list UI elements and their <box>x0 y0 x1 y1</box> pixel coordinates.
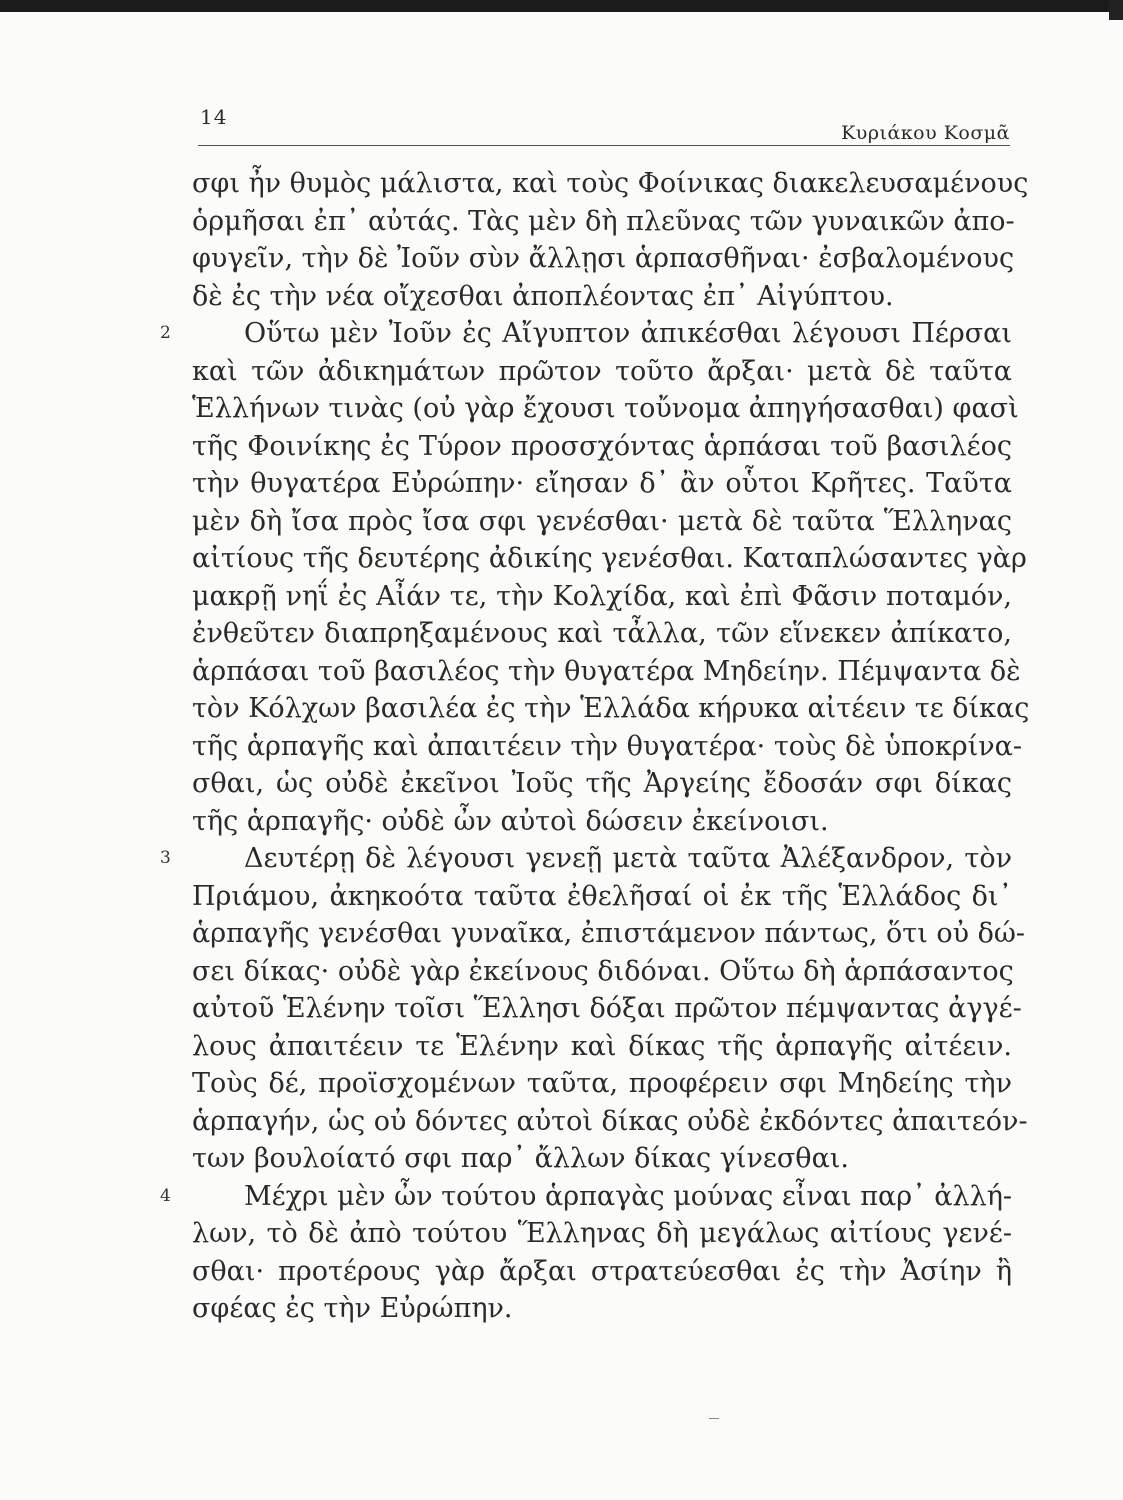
text-line: μακρῇ νηΐ ἐς Αἶάν τε, τὴν Κολχίδα, καὶ ἐπὶ Φᾶσιν ποταμόν, <box>192 580 1012 612</box>
text-line: τῆς ἁρπαγῆς καὶ ἀπαιτέειν τὴν θυγατέρα· τοὺς δὲ ὑποκρίνα- <box>192 730 1022 762</box>
paragraph-2 <box>160 315 1030 840</box>
text-line: αἰτίους τῆς δευτέρης ἀδικίης γενέσθαι. Καταπλώσαντες γὰρ <box>192 543 1027 574</box>
text-line: λους ἀπαιτέειν τε Ἑλένην καὶ δίκας τῆς ἁρπαγῆς αἰτέειν. <box>192 1030 1012 1062</box>
text-body <box>160 165 1030 1328</box>
paragraph-3 <box>160 840 1028 1178</box>
text-line: τὴν θυγατέρα Εὐρώπην· εἴησαν δ᾽ ἂν οὗτοι Κρῆτες. Ταῦτα <box>192 468 1012 499</box>
text-line: ἁρπαγήν, ὡς οὐ δόντες αὐτοὶ δίκας οὐδὲ ἐκδόντες ἀπαιτεόν- <box>192 1105 1028 1137</box>
text-line: 4 Μέχρι μὲν ὦν τούτου ἁρπαγὰς μούνας εἶναι παρ᾽ ἀλλή- <box>192 1178 1012 1216</box>
text-line: ἁρπαγῆς γενέσθαι γυναῖκα, ἐπιστάμενον πάντως, ὅτι οὐ δώ- <box>192 918 1026 949</box>
text-line: ἁρπάσαι τοῦ βασιλέος τὴν θυγατέρα Μηδείην. Πέμψαντα δὲ <box>192 655 1021 687</box>
scan-edge-corner <box>1109 0 1123 20</box>
text-line: μὲν δὴ ἴσα πρὸς ἴσα σφι γενέσθαι· μετὰ δὲ ταῦτα Ἕλληνας <box>192 505 1012 537</box>
text-line: Πριάμου, ἀκηκοότα ταῦτα ἐθελῆσαί οἱ ἐκ τῆς Ἑλλάδος δι᾽ <box>192 880 1012 912</box>
text-line: των βουλοίατό σφι παρ᾽ ἄλλων δίκας γίνεσθαι. <box>192 1143 849 1174</box>
text-line: Τοὺς δέ, προϊσχομένων ταῦτα, προφέρειν σφι Μηδείης τὴν <box>192 1068 1012 1099</box>
paragraph-4 <box>160 1178 1012 1328</box>
paragraph-1 <box>192 165 1029 315</box>
header-rule <box>198 145 1010 146</box>
text-line: ἐνθεῦτεν διαπρηξαμένους καὶ τἆλλα, τῶν εἵνεκεν ἀπίκατο, <box>192 618 1012 649</box>
text-line: 2 Οὕτω μὲν Ἰοῦν ἐς Αἴγυπτον ἀπικέσθαι λέγουσι Πέρσαι <box>192 315 1012 353</box>
text-line: σθαι· προτέρους γὰρ ἄρξαι στρατεύεσθαι ἐς τὴν Ἀσίην ἢ <box>192 1255 1012 1287</box>
text-line: Ἑλλήνων τινὰς (οὐ γὰρ ἔχουσι τοὔνομα ἀπηγήσασθαι) φασὶ <box>192 393 1019 424</box>
scan-mark <box>709 1418 719 1419</box>
scan-edge-top <box>0 0 1123 12</box>
text-line: φυγεῖν, τὴν δὲ Ἰοῦν σὺν ἄλλῃσι ἁρπασθῆναι· ἐσβαλομένους <box>192 243 1015 274</box>
running-head: Κυριάκου Κοσμᾶ <box>841 122 1010 144</box>
text-line: σφι ἦν θυμὸς μάλιστα, καὶ τοὺς Φοίνικας διακελευσαμένους <box>192 168 1029 199</box>
text-line: λων, τὸ δὲ ἀπὸ τούτου Ἕλληνας δὴ μεγάλως αἰτίους γενέ- <box>192 1218 1012 1249</box>
text-line: τῆς ἁρπαγῆς· οὐδὲ ὦν αὐτοὶ δώσειν ἐκείνοισι. <box>192 805 829 837</box>
text-line: σθαι, ὡς οὐδὲ ἐκεῖνοι Ἰοῦς τῆς Ἀργείης ἔδοσάν σφι δίκας <box>192 768 1012 799</box>
text-line: δὲ ἐς τὴν νέα οἴχεσθαι ἀποπλέοντας ἐπ᾽ Αἰγύπτου. <box>192 280 894 312</box>
page-number: 14 <box>200 105 228 129</box>
section-number: 2 <box>160 323 171 343</box>
text-line: τῆς Φοινίκης ἐς Τύρον προσσχόντας ἁρπάσαι τοῦ βασιλέος <box>192 430 1012 462</box>
text-line: τὸν Κόλχων βασιλέα ἐς τὴν Ἑλλάδα κήρυκα αἰτέειν τε δίκας <box>192 693 1030 724</box>
section-number: 3 <box>160 848 171 868</box>
text-line: σει δίκας· οὐδὲ γὰρ ἐκείνους διδόναι. Οὕτω δὴ ἁρπάσαντος <box>192 955 1014 987</box>
text-line: καὶ τῶν ἀδικημάτων πρῶτον τοῦτο ἄρξαι· μετὰ δὲ ταῦτα <box>192 355 1012 387</box>
text-line: 3 Δευτέρῃ δὲ λέγουσι γενεῇ μετὰ ταῦτα Ἀλέξανδρον, τὸν <box>192 840 1012 878</box>
text-line: αὐτοῦ Ἑλένην τοῖσι Ἕλλησι δόξαι πρῶτον πέμψαντας ἀγγέ- <box>192 993 1022 1024</box>
text-line: σφέας ἐς τὴν Εὐρώπην. <box>192 1293 513 1324</box>
section-number: 4 <box>160 1185 171 1206</box>
text-line: ὁρμῆσαι ἐπ᾽ αὐτάς. Τὰς μὲν δὴ πλεῦνας τῶν γυναικῶν ἀπο- <box>192 205 1015 237</box>
